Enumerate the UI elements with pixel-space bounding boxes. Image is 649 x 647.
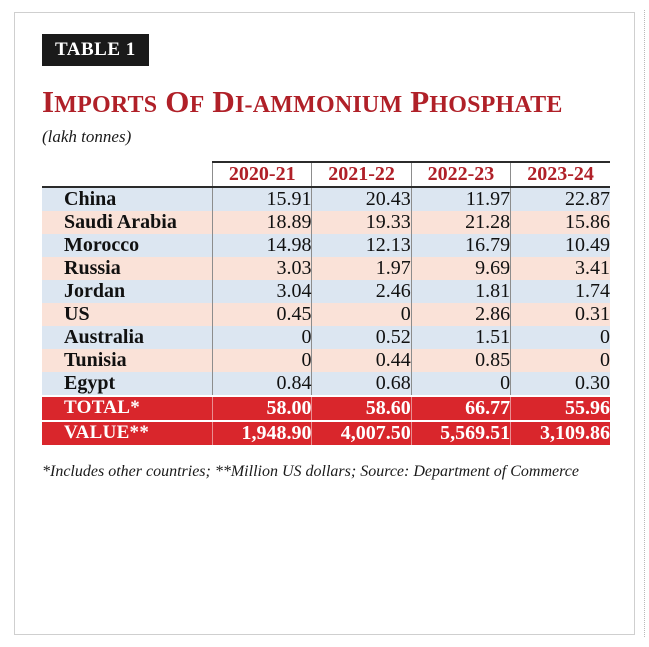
total-value: 58.60 <box>312 396 411 421</box>
row-value: 1.74 <box>511 280 610 303</box>
table-row <box>42 234 610 257</box>
row-value: 0.44 <box>312 349 411 372</box>
row-value: 0.31 <box>511 303 610 326</box>
row-value: 0 <box>312 303 411 326</box>
row-value: 14.98 <box>213 234 312 257</box>
row-value: 1.97 <box>312 257 411 280</box>
row-value: 19.33 <box>312 211 411 234</box>
row-value: 9.69 <box>411 257 510 280</box>
table-body <box>42 187 610 445</box>
value-label: VALUE** <box>42 421 213 445</box>
imports-table <box>42 161 610 445</box>
row-value: 0.84 <box>213 372 312 396</box>
total-value: 66.77 <box>411 396 510 421</box>
table-row <box>42 303 610 326</box>
total-value: 58.00 <box>213 396 312 421</box>
units-subtitle: (lakh tonnes) <box>42 126 132 146</box>
table-content <box>42 34 610 481</box>
table-total-row <box>42 396 610 421</box>
row-value: 0 <box>411 372 510 396</box>
row-value: 3.04 <box>213 280 312 303</box>
row-value: 1.81 <box>411 280 510 303</box>
row-value: 0.45 <box>213 303 312 326</box>
row-label: Egypt <box>42 372 213 396</box>
cut-guide-rule <box>644 10 645 637</box>
row-value: 0.30 <box>511 372 610 396</box>
header-cell-2021-22: 2021-22 <box>312 162 411 187</box>
row-label: US <box>42 303 213 326</box>
row-value: 12.13 <box>312 234 411 257</box>
row-value: 2.86 <box>411 303 510 326</box>
table-badge: TABLE 1 <box>42 34 149 66</box>
total-value: 55.96 <box>511 396 610 421</box>
row-value: 11.97 <box>411 187 510 211</box>
row-label: Morocco <box>42 234 213 257</box>
value-amount: 3,109.86 <box>511 421 610 445</box>
table-header-row <box>42 162 610 187</box>
row-label: Australia <box>42 326 213 349</box>
table-row <box>42 280 610 303</box>
row-value: 21.28 <box>411 211 510 234</box>
footnote: *Includes other countries; **Million US dollars; Source: Department of Commerce <box>42 462 579 480</box>
row-value: 0 <box>511 326 610 349</box>
header-cell-2022-23: 2022-23 <box>411 162 510 187</box>
row-label: China <box>42 187 213 211</box>
row-value: 10.49 <box>511 234 610 257</box>
row-value: 3.41 <box>511 257 610 280</box>
row-value: 1.51 <box>411 326 510 349</box>
header-cell-2020-21: 2020-21 <box>213 162 312 187</box>
table-row <box>42 349 610 372</box>
row-label: Saudi Arabia <box>42 211 213 234</box>
page-title: IMPORTS OF DI-AMMONIUM PHOSPHATE <box>42 84 563 119</box>
row-value: 0.52 <box>312 326 411 349</box>
row-value: 16.79 <box>411 234 510 257</box>
row-value: 0.68 <box>312 372 411 396</box>
table-row <box>42 211 610 234</box>
table-row <box>42 257 610 280</box>
header-cell-2023-24: 2023-24 <box>511 162 610 187</box>
total-label: TOTAL* <box>42 396 213 421</box>
row-label: Russia <box>42 257 213 280</box>
row-value: 0 <box>511 349 610 372</box>
value-amount: 5,569.51 <box>411 421 510 445</box>
row-value: 0 <box>213 349 312 372</box>
value-amount: 1,948.90 <box>213 421 312 445</box>
row-value: 20.43 <box>312 187 411 211</box>
table-row <box>42 372 610 396</box>
row-label: Tunisia <box>42 349 213 372</box>
row-value: 18.89 <box>213 211 312 234</box>
row-value: 15.86 <box>511 211 610 234</box>
table-value-row <box>42 421 610 445</box>
table-row <box>42 187 610 211</box>
header-cell-country <box>42 162 213 187</box>
row-value: 3.03 <box>213 257 312 280</box>
row-value: 0 <box>213 326 312 349</box>
table-header <box>42 162 610 187</box>
table-row <box>42 326 610 349</box>
row-value: 22.87 <box>511 187 610 211</box>
row-value: 2.46 <box>312 280 411 303</box>
row-label: Jordan <box>42 280 213 303</box>
value-amount: 4,007.50 <box>312 421 411 445</box>
row-value: 0.85 <box>411 349 510 372</box>
row-value: 15.91 <box>213 187 312 211</box>
